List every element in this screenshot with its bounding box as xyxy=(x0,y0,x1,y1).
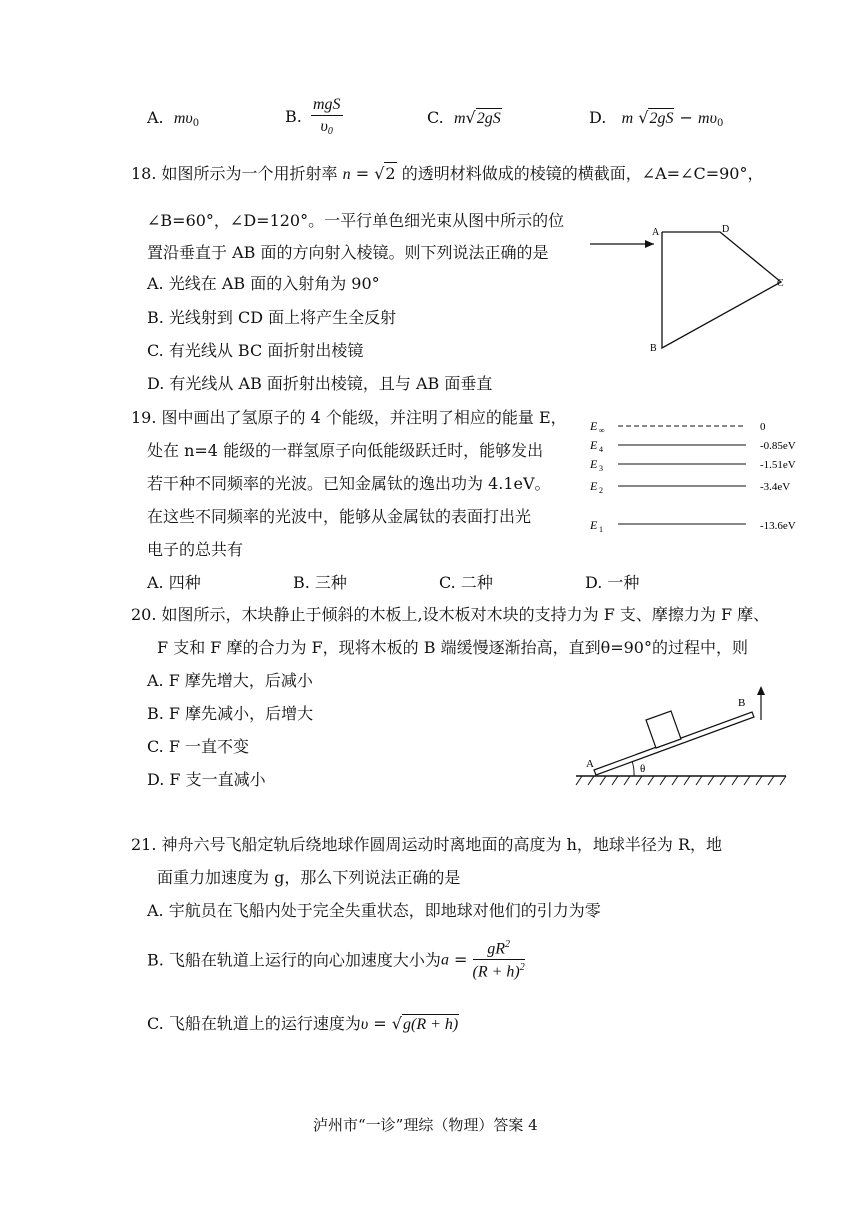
q18-line3: 置沿垂直于 AB 面的方向射入棱镜。则下列说法正确的是 xyxy=(147,243,549,262)
point-label-a: A xyxy=(586,758,594,770)
ray-arrowhead xyxy=(645,240,654,248)
q19-line4: 在这些不同频率的光波中，能够从金属钛的表面打出光 xyxy=(147,507,532,526)
q21-line1: 21. 神舟六号飞船定轨后绕地球作圆周运动时离地面的高度为 h，地球半径为 R，地 xyxy=(131,835,723,854)
lift-arrowhead xyxy=(757,686,765,695)
svg-text:3: 3 xyxy=(599,464,603,473)
q21-option-c: C. 飞船在轨道上的运行速度为υ = √g(R + h) xyxy=(147,1014,459,1033)
svg-text:E: E xyxy=(590,419,598,433)
level-1 xyxy=(589,518,796,534)
svg-text:E: E xyxy=(590,457,598,471)
q18-option-b: B. 光线射到 CD 面上将产生全反射 xyxy=(147,308,397,327)
energy-level-diagram xyxy=(588,414,813,539)
q20-option-a: A. F 摩先增大，后减小 xyxy=(147,671,313,690)
q21-option-b: B. 飞船在轨道上运行的向心加速度大小为a = $\frac{gR^2}{(R + h)^2}$ xyxy=(147,939,525,981)
svg-text:∞: ∞ xyxy=(599,426,605,435)
q19-option-c: C. 二种 xyxy=(439,573,493,592)
q19-line5: 电子的总共有 xyxy=(147,540,244,559)
vertex-label-b: B xyxy=(650,343,657,354)
svg-text:2: 2 xyxy=(599,486,603,495)
q20-line1: 20. 如图所示，木块静止于倾斜的木板上,设木板对木块的支持力为 F 支、摩擦力为 F 摩、 xyxy=(131,605,770,624)
q19-option-d: D. 一种 xyxy=(585,573,640,592)
svg-text:4: 4 xyxy=(599,445,603,454)
ground-hatching xyxy=(576,776,786,785)
q18-line2: ∠B=60°，∠D=120°。一平行单色细光束从图中所示的位 xyxy=(147,211,565,230)
q18-option-c: C. 有光线从 BC 面折射出棱镜 xyxy=(147,341,364,360)
q17-option-d: D. m $√2gS - m\upsilon_0$ xyxy=(589,108,724,129)
svg-text:-13.6eV: -13.6eV xyxy=(760,520,796,532)
prism-outline xyxy=(662,232,781,348)
q18-option-a: A. 光线在 AB 面的入射角为 90° xyxy=(147,274,380,293)
svg-text:E: E xyxy=(590,479,598,493)
q19-line1: 19. 图中画出了氢原子的 4 个能级，并注明了相应的能量 E， xyxy=(131,408,567,427)
svg-text:-0.85eV: -0.85eV xyxy=(760,440,796,452)
q21-option-a: A. 宇航员在飞船内处于完全失重状态，即地球对他们的引力为零 xyxy=(147,901,601,920)
level-3 xyxy=(589,457,796,473)
svg-text:E: E xyxy=(590,518,598,532)
q19-line3: 若干种不同频率的光波。已知金属钛的逸出功为 4.1eV。 xyxy=(147,474,551,493)
q20-line2: F 支和 F 摩的合力为 F，现将木板的 B 端缓慢逐渐抬高，直到θ=90°的过程中，则 xyxy=(157,638,748,657)
q20-option-d: D. F 支一直减小 xyxy=(147,770,266,789)
level-2 xyxy=(589,479,790,495)
angle-arc xyxy=(632,761,634,776)
q17-option-c: C. m√2gS xyxy=(427,108,501,127)
level-inf xyxy=(589,419,766,435)
svg-text:E: E xyxy=(590,438,598,452)
svg-text:-3.4eV: -3.4eV xyxy=(760,481,791,493)
incline-figure xyxy=(574,684,790,788)
vertex-label-d: D xyxy=(722,224,730,235)
level-4 xyxy=(589,438,796,454)
q17-option-b: B. $\frac{\text{mgS}}{\upsilon_0}$ xyxy=(285,96,341,137)
q17-option-a: A. $m\upsilon_0$ xyxy=(147,108,200,129)
point-label-b: B xyxy=(738,697,746,709)
q19-option-b: B. 三种 xyxy=(293,573,347,592)
q20-option-b: B. F 摩先减小，后增大 xyxy=(147,704,314,723)
q19-line2: 处在 n=4 能级的一群氢原子向低能级跃迁时，能够发出 xyxy=(147,441,544,460)
theta-label: θ xyxy=(640,763,646,775)
q20-option-c: C. F 一直不变 xyxy=(147,737,250,756)
q18-stem: 18. 如图所示为一个用折射率 n = √2 的透明材料做成的棱镜的横截面，∠A=∠C=90°， xyxy=(131,164,764,183)
prism-figure xyxy=(590,222,800,357)
q21-line2: 面重力加速度为 g，那么下列说法正确的是 xyxy=(157,868,461,887)
q19-option-a: A. 四种 xyxy=(147,573,201,592)
svg-text:1: 1 xyxy=(599,525,603,534)
svg-text:-1.51eV: -1.51eV xyxy=(760,459,796,471)
q18-option-d: D. 有光线从 AB 面折射出棱镜，且与 AB 面垂直 xyxy=(147,374,493,393)
vertex-label-a: A xyxy=(652,227,660,238)
vertex-label-c: C xyxy=(777,278,784,289)
page-footer: 泸州市“一诊”理综（物理）答案 4 xyxy=(313,1116,538,1134)
svg-text:0: 0 xyxy=(760,421,766,433)
